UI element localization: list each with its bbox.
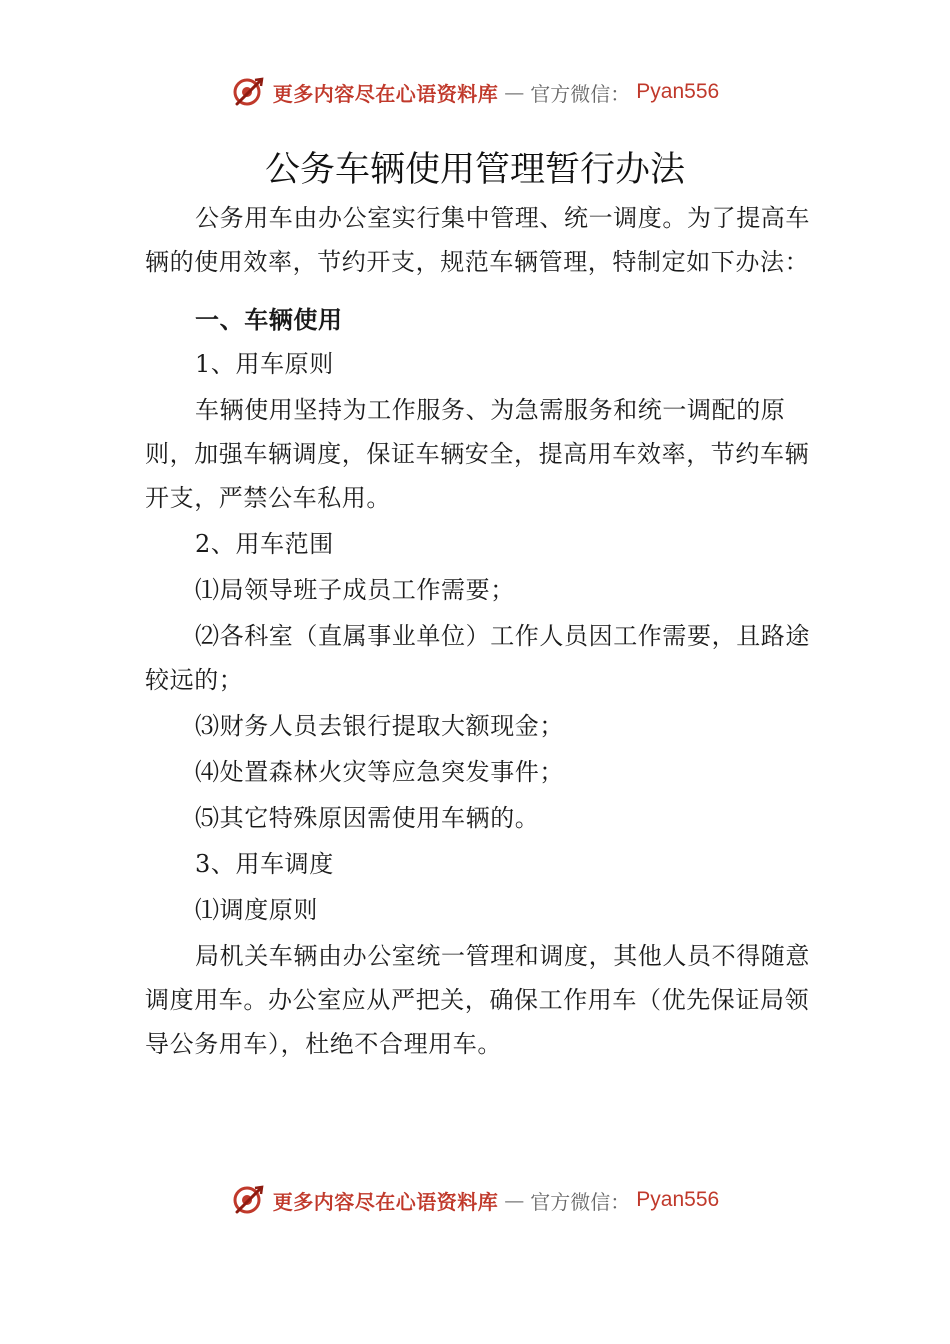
item-title: 1、用车原则: [195, 350, 334, 378]
library-name: 更多内容尽在心语资料库: [272, 81, 499, 106]
header-banner: [0, 72, 950, 112]
item-title: 2、用车范围: [195, 530, 334, 558]
item-body: 局机关车辆由办公室统一管理和调度，其他人员不得随意调度用车。办公室应从严把关，确保工作用车（优先保证局领导公务用车），杜绝不合理用车。: [145, 942, 810, 1058]
sub-item-title: ⑴调度原则: [195, 896, 318, 924]
item-title: 3、用车调度: [195, 850, 334, 878]
wechat-id: Pyan556: [636, 80, 720, 103]
wechat-label: 官方微信：: [530, 1189, 631, 1214]
item-body: 车辆使用坚持为工作服务、为急需服务和统一调配的原则，加强车辆调度，保证车辆安全，提高用车效率，节约车辆开支，严禁公车私用。: [145, 396, 810, 512]
banner-dash: —: [504, 1188, 525, 1212]
wechat-label: 官方微信：: [530, 81, 631, 106]
wechat-id: Pyan556: [636, 1188, 720, 1211]
scope-item: ⑸其它特殊原因需使用车辆的。: [195, 804, 540, 832]
footer-banner: [0, 1180, 950, 1220]
library-name: 更多内容尽在心语资料库: [272, 1189, 499, 1214]
brand-logo-icon: [231, 74, 267, 110]
brand-logo-icon: [231, 1182, 267, 1218]
document-title: 公务车辆使用管理暂行办法: [264, 150, 685, 190]
banner-dash: —: [504, 80, 525, 104]
intro-paragraph: 公务用车由办公室实行集中管理、统一调度。为了提高车辆的使用效率，节约开支，规范车辆管理，特制定如下办法：: [145, 204, 810, 276]
scope-item: ⑴局领导班子成员工作需要；: [195, 576, 515, 604]
scope-item: ⑶财务人员去银行提取大额现金；: [195, 712, 564, 740]
scope-item: ⑵各科室（直属事业单位）工作人员因工作需要，且路途较远的；: [145, 622, 810, 694]
section-heading: 一、车辆使用: [195, 306, 343, 334]
document-body: [145, 196, 810, 1066]
scope-item: ⑷处置森林火灾等应急突发事件；: [195, 758, 564, 786]
